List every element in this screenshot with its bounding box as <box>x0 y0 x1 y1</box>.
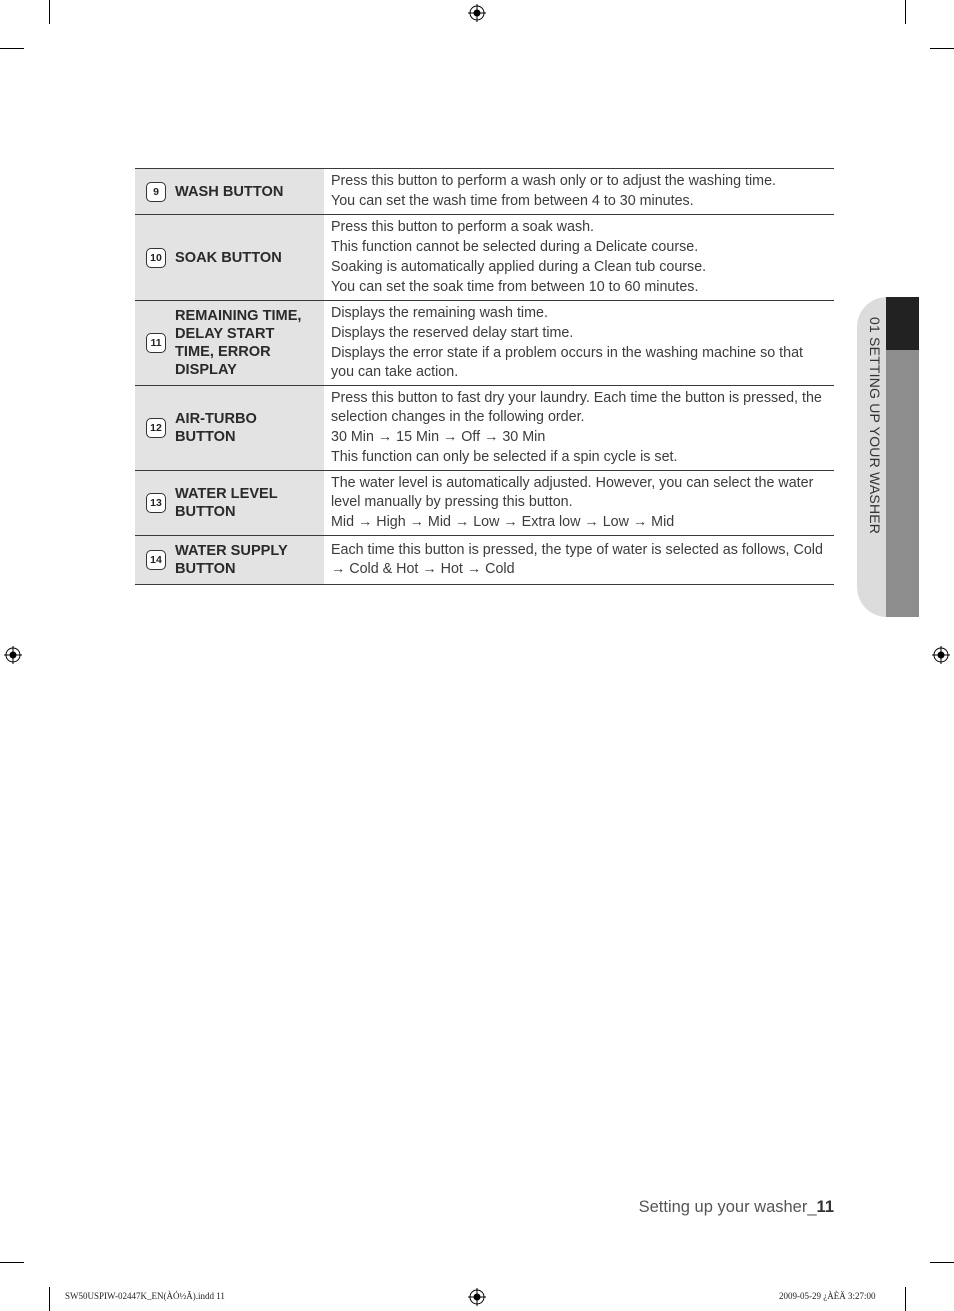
registration-mark-icon <box>932 646 950 664</box>
button-name <box>175 410 257 446</box>
row-description-cell <box>324 536 834 585</box>
crop-mark <box>905 1287 906 1311</box>
description-line: Press this button to fast dry your laundry. Each time the button is pressed, the selection changes in the following order. <box>331 390 822 425</box>
description-line: This function can only be selected if a spin cycle is set. <box>331 449 678 465</box>
row-description-cell <box>324 301 834 386</box>
description-line: Displays the reserved delay start time. <box>331 325 574 341</box>
row-description-cell <box>324 215 834 301</box>
row-description-cell <box>324 169 834 215</box>
crop-mark <box>0 1262 24 1263</box>
button-name-line: WATER LEVEL <box>175 486 278 502</box>
description-line: The water level is automatically adjusted. However, you can select the water level manually by pressing this button. <box>331 475 814 510</box>
button-name-line: BUTTON <box>175 561 236 577</box>
chapter-title: 01 SETTING UP YOUR WASHER <box>867 317 883 535</box>
table-row <box>135 386 834 471</box>
button-name-line: WATER SUPPLY <box>175 543 288 559</box>
crop-mark <box>49 0 50 24</box>
table-row <box>135 169 834 215</box>
button-name-line: TIME, ERROR <box>175 344 271 360</box>
crop-mark <box>930 48 954 49</box>
row-label-cell <box>135 215 324 301</box>
footer-section-title: Setting up your washer_ <box>638 1198 817 1216</box>
description-line: Press this button to perform a soak wash. <box>331 219 595 235</box>
item-number-badge: 13 <box>146 493 166 513</box>
button-name-line: DISPLAY <box>175 362 237 378</box>
button-name-line: SOAK BUTTON <box>175 249 282 266</box>
crop-mark <box>0 48 24 49</box>
item-number-badge: 11 <box>146 333 166 353</box>
chapter-tab-dark-bar <box>886 297 919 350</box>
row-label-cell <box>135 536 324 585</box>
registration-mark-icon <box>4 646 22 664</box>
description-line: Displays the remaining wash time. <box>331 305 548 321</box>
table-row <box>135 215 834 301</box>
description-line: Mid → High → Mid → Low → Extra low → Low → Mid <box>331 514 675 530</box>
description-line: This function cannot be selected during a Delicate course. <box>331 239 699 255</box>
row-label-cell <box>135 169 324 215</box>
row-description-cell <box>324 471 834 536</box>
row-description-cell <box>324 386 834 471</box>
table-row <box>135 471 834 536</box>
print-slug-left: SW50USPIW-02447K_EN(ÀÓ½Ã).indd 11 <box>65 1291 225 1301</box>
crop-mark <box>49 1287 50 1311</box>
print-slug-right: 2009-05-29 ¿ÀÈÄ 3:27:00 <box>779 1291 876 1301</box>
row-label-cell <box>135 471 324 536</box>
button-name <box>175 485 278 521</box>
button-name <box>175 542 288 578</box>
button-name-line: AIR-TURBO <box>175 411 257 427</box>
button-name-line: REMAINING TIME, <box>175 308 302 324</box>
item-number-badge: 9 <box>146 182 166 202</box>
item-number-badge: 12 <box>146 418 166 438</box>
item-number-badge: 14 <box>146 550 166 570</box>
button-name-line: BUTTON <box>175 429 236 445</box>
crop-mark <box>930 1262 954 1263</box>
row-label-cell <box>135 301 324 386</box>
description-line: Press this button to perform a wash only or to adjust the washing time. <box>331 173 777 189</box>
button-name <box>175 183 283 201</box>
table-row <box>135 301 834 386</box>
crop-mark <box>905 0 906 24</box>
description-line: Displays the error state if a problem occurs in the washing machine so that you can take action. <box>331 345 804 380</box>
button-name <box>175 249 282 267</box>
registration-mark-icon <box>468 4 486 22</box>
button-description-table <box>135 168 834 585</box>
item-number-badge: 10 <box>146 248 166 268</box>
page-number: 11 <box>816 1198 834 1216</box>
registration-mark-icon <box>468 1288 486 1306</box>
button-name-line: DELAY START <box>175 326 275 342</box>
page-footer <box>639 1198 834 1217</box>
description-line: Soaking is automatically applied during a Clean tub course. <box>331 259 707 275</box>
button-name-line: BUTTON <box>175 504 236 520</box>
chapter-tab-gray-bar <box>886 350 919 617</box>
table-row <box>135 536 834 585</box>
button-name-line: WASH BUTTON <box>175 183 284 200</box>
description-line: You can set the soak time from between 10 to 60 minutes. <box>331 279 699 295</box>
chapter-side-tab <box>857 297 919 617</box>
row-label-cell <box>135 386 324 471</box>
description-line: Each time this button is pressed, the type of water is selected as follows, Cold → Cold & Hot → Hot → Cold <box>331 542 823 577</box>
button-name <box>175 307 301 379</box>
description-line: You can set the wash time from between 4 to 30 minutes. <box>331 193 694 209</box>
description-line: 30 Min → 15 Min → Off → 30 Min <box>331 429 546 445</box>
